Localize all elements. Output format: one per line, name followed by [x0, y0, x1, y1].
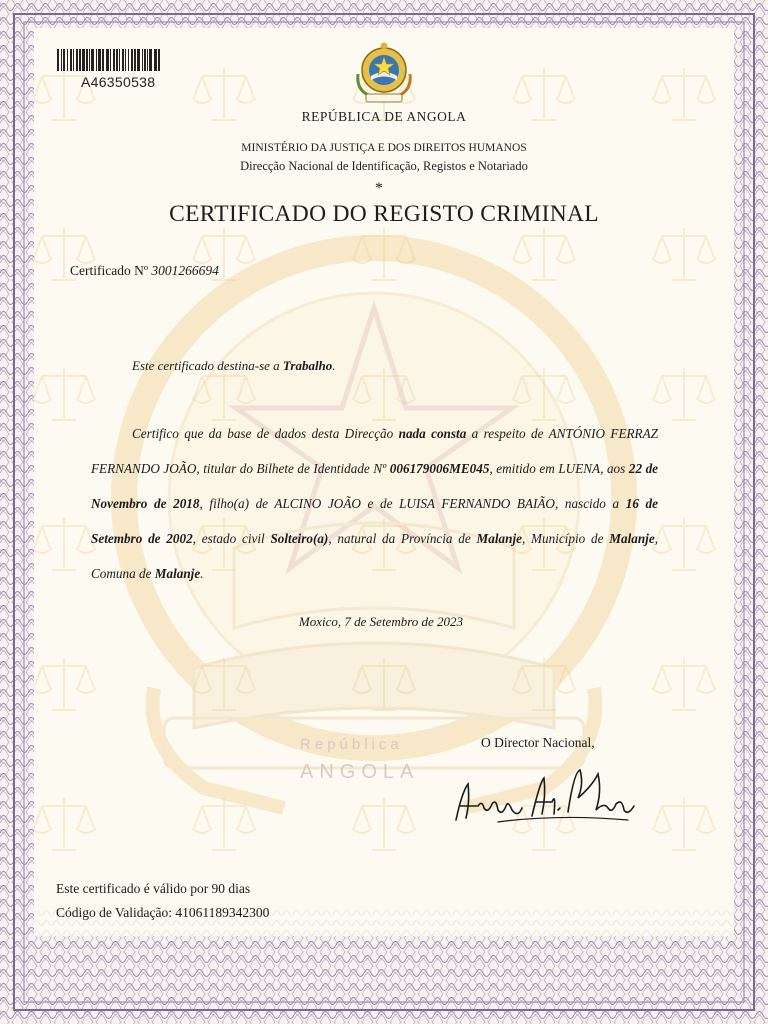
- body-text: Certifico que da base de dados desta Direcção: [132, 426, 394, 441]
- mother-name: LUISA FERNANDO BAIÃO: [399, 496, 555, 511]
- scales-of-justice-icon: [34, 658, 96, 710]
- scales-of-justice-icon: [652, 798, 716, 850]
- province: Malanje: [476, 531, 522, 546]
- barcode-bar: [73, 49, 74, 71]
- barcode-bar: [67, 49, 68, 71]
- barcode-bar: [144, 49, 146, 71]
- scales-of-justice-icon: [34, 518, 96, 570]
- barcode-bar: [149, 49, 152, 71]
- validation-code-value: 41061189342300: [175, 905, 270, 920]
- barcode-bar: [86, 49, 88, 71]
- barcode-bar: [57, 49, 59, 71]
- direction-name: Direcção Nacional de Identificação, Registos e Notariado: [240, 159, 528, 173]
- barcode-bar: [122, 49, 124, 71]
- barcode-number: A46350538: [81, 74, 156, 90]
- certificate-purpose: [132, 358, 336, 374]
- barcode-bar: [113, 49, 115, 71]
- certification-paragraph: [91, 416, 658, 591]
- barcode-bar: [137, 49, 140, 71]
- body-text: e de: [367, 496, 393, 511]
- angola-coat-of-arms-icon: [352, 40, 416, 106]
- purpose-end: .: [332, 358, 336, 373]
- barcode-bar: [134, 49, 136, 71]
- commune: Malanje: [154, 566, 201, 581]
- body-text: , nascido a: [554, 496, 620, 511]
- barcode-bar: [106, 49, 109, 71]
- body-text: , estado civil: [192, 531, 265, 546]
- body-text: , titular do Bilhete de Identidade Nº: [196, 461, 387, 476]
- barcode-bar: [128, 49, 129, 71]
- civil-status: Solteiro(a): [270, 531, 329, 546]
- scales-of-justice-icon: [652, 658, 716, 710]
- watermark-text-angola: ANGOLA: [300, 761, 420, 783]
- barcode-bar: [98, 49, 101, 71]
- director-signature: [448, 762, 638, 832]
- purpose-value: Trabalho: [282, 358, 333, 373]
- asterisk-mark: *: [375, 180, 383, 197]
- validation-code-label: Código de Validação:: [56, 905, 172, 920]
- barcode-bar: [89, 49, 90, 71]
- birth-date: 16 de Setembro de 2002: [91, 496, 659, 546]
- scales-of-justice-icon: [34, 368, 96, 420]
- municipality: Malanje: [609, 531, 655, 546]
- barcode-bar: [116, 49, 118, 71]
- barcode-bar: [147, 49, 148, 71]
- body-text: , Município de: [521, 531, 604, 546]
- barcode-bar: [110, 49, 111, 71]
- scales-of-justice-icon: [352, 798, 416, 850]
- barcode-bar: [63, 49, 65, 71]
- barcode: [57, 49, 160, 71]
- barcode-bar: [154, 49, 157, 71]
- scales-of-justice-icon: [34, 798, 96, 850]
- purpose-text: Este certificado destina-se a: [132, 358, 280, 373]
- page-title: CERTIFICADO DO REGISTO CRIMINAL: [169, 201, 599, 227]
- barcode-bar: [125, 49, 126, 71]
- body-text: , emitido em: [489, 461, 555, 476]
- nada-consta: nada consta: [398, 426, 467, 441]
- certificate-number-value: 3001266694: [151, 263, 219, 278]
- barcode-bar: [158, 49, 160, 71]
- barcode-bar: [79, 49, 81, 71]
- barcode-bar: [76, 49, 78, 71]
- watermark-text-republica: República: [300, 736, 403, 753]
- scales-of-justice-icon: [652, 228, 716, 280]
- body-text: , aos: [600, 461, 626, 476]
- barcode-bar: [102, 49, 104, 71]
- validity-note: Este certificado é válido por 90 dias: [56, 881, 251, 896]
- barcode-bar: [91, 49, 94, 71]
- republic-name: REPÚBLICA DE ANGOLA: [301, 109, 467, 124]
- body-text: , natural da Província de: [328, 531, 471, 546]
- barcode-bar: [61, 49, 62, 71]
- issue-place: LUENA: [558, 461, 601, 476]
- barcode-bar: [142, 49, 143, 71]
- barcode-bar: [70, 49, 72, 71]
- holder-name: ANTÓNIO FERRAZ FERNANDO JOÃO: [91, 426, 658, 476]
- barcode-bar: [82, 49, 85, 71]
- certificate-number: [70, 263, 219, 279]
- scales-of-justice-icon: [512, 228, 576, 280]
- issue-date: 22 de Novembro de 2018: [91, 461, 659, 511]
- body-text: .: [200, 566, 204, 581]
- body-text: , Comuna de: [91, 531, 658, 581]
- barcode-bar: [131, 49, 133, 71]
- scales-of-justice-icon: [652, 518, 716, 570]
- director-title: O Director Nacional,: [481, 735, 595, 750]
- scales-of-justice-icon: [652, 368, 716, 420]
- father-name: ALCINO JOÃO: [274, 496, 361, 511]
- barcode-bar: [119, 49, 120, 71]
- validation-code: [56, 905, 269, 921]
- date-and-place: Moxico, 7 de Setembro de 2023: [298, 614, 464, 629]
- body-text: a respeito de: [471, 426, 544, 441]
- id-number: 006179006ME045: [389, 461, 490, 476]
- certificate-number-label: Certificado Nº: [70, 263, 149, 278]
- barcode-bar: [96, 49, 97, 71]
- body-text: , filho(a) de: [199, 496, 269, 511]
- ministry-name: MINISTÉRIO DA JUSTIÇA E DOS DIREITOS HUMANOS: [241, 142, 527, 154]
